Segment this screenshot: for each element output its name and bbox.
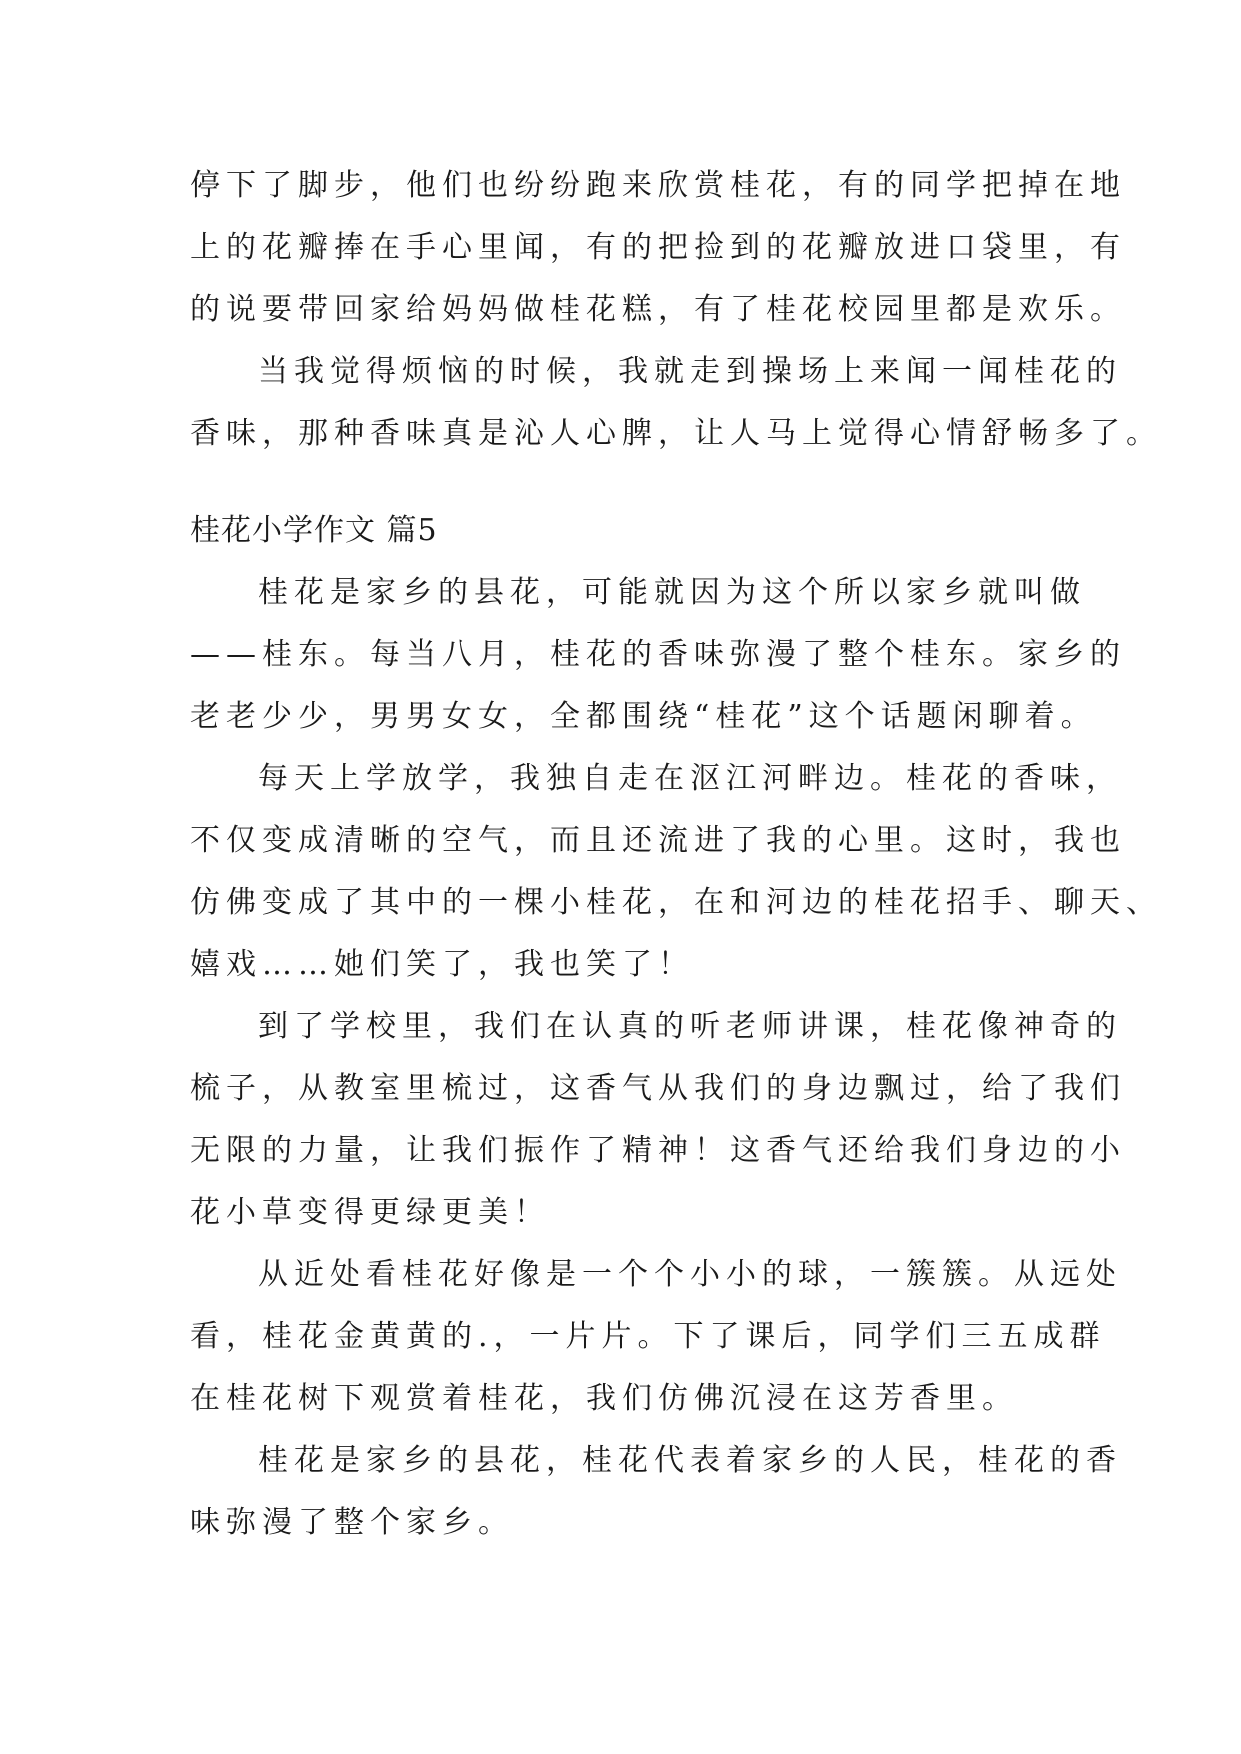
text-line: 看，桂花金黄黄的.，一片片。下了课后，同学们三五成群 xyxy=(190,1319,1106,1354)
text-line: 花小草变得更绿更美！ xyxy=(190,1195,550,1230)
text-line: 停下了脚步，他们也纷纷跑来欣赏桂花，有的同学把掉在地 xyxy=(190,168,1126,203)
text-line: 每天上学放学，我独自走在沤江河畔边。桂花的香味， xyxy=(258,761,1122,796)
text-line: 到了学校里，我们在认真的听老师讲课，桂花像神奇的 xyxy=(258,1009,1122,1044)
text-line: 桂花是家乡的县花，桂花代表着家乡的人民，桂花的香 xyxy=(258,1443,1122,1478)
text-line: 老老少少，男男女女，全都围绕“桂花”这个话题闲聊着。 xyxy=(190,699,1097,734)
text-line: ——桂东。每当八月，桂花的香味弥漫了整个桂东。家乡的 xyxy=(190,637,1126,672)
text-line: 上的花瓣捧在手心里闻，有的把捡到的花瓣放进口袋里，有 xyxy=(190,230,1126,265)
text-line: 无限的力量，让我们振作了精神！这香气还给我们身边的小 xyxy=(190,1133,1126,1168)
text-line: 桂花是家乡的县花，可能就因为这个所以家乡就叫做 xyxy=(258,575,1086,610)
text-line: 当我觉得烦恼的时候，我就走到操场上来闻一闻桂花的 xyxy=(258,354,1122,389)
text-line: 的说要带回家给妈妈做桂花糕，有了桂花校园里都是欢乐。 xyxy=(190,292,1126,327)
text-line: 在桂花树下观赏着桂花，我们仿佛沉浸在这芳香里。 xyxy=(190,1381,1018,1416)
text-line: 梳子，从教室里梳过，这香气从我们的身边飘过，给了我们 xyxy=(190,1071,1126,1106)
text-line: 味弥漫了整个家乡。 xyxy=(190,1505,514,1540)
text-line: 嬉戏……她们笑了，我也笑了！ xyxy=(190,947,694,982)
essay-section xyxy=(190,500,1162,1554)
text-line: 香味，那种香味真是沁人心脾，让人马上觉得心情舒畅多了。 xyxy=(190,416,1162,451)
intro-paragraphs xyxy=(190,155,1162,465)
section-heading: 桂花小学作文 篇5 xyxy=(190,513,438,548)
text-line: 仿佛变成了其中的一棵小桂花，在和河边的桂花招手、聊天、 xyxy=(190,885,1162,920)
text-line: 从近处看桂花好像是一个个小小的球，一簇簇。从远处 xyxy=(258,1257,1122,1292)
text-line: 不仅变成清晰的空气，而且还流进了我的心里。这时，我也 xyxy=(190,823,1126,858)
